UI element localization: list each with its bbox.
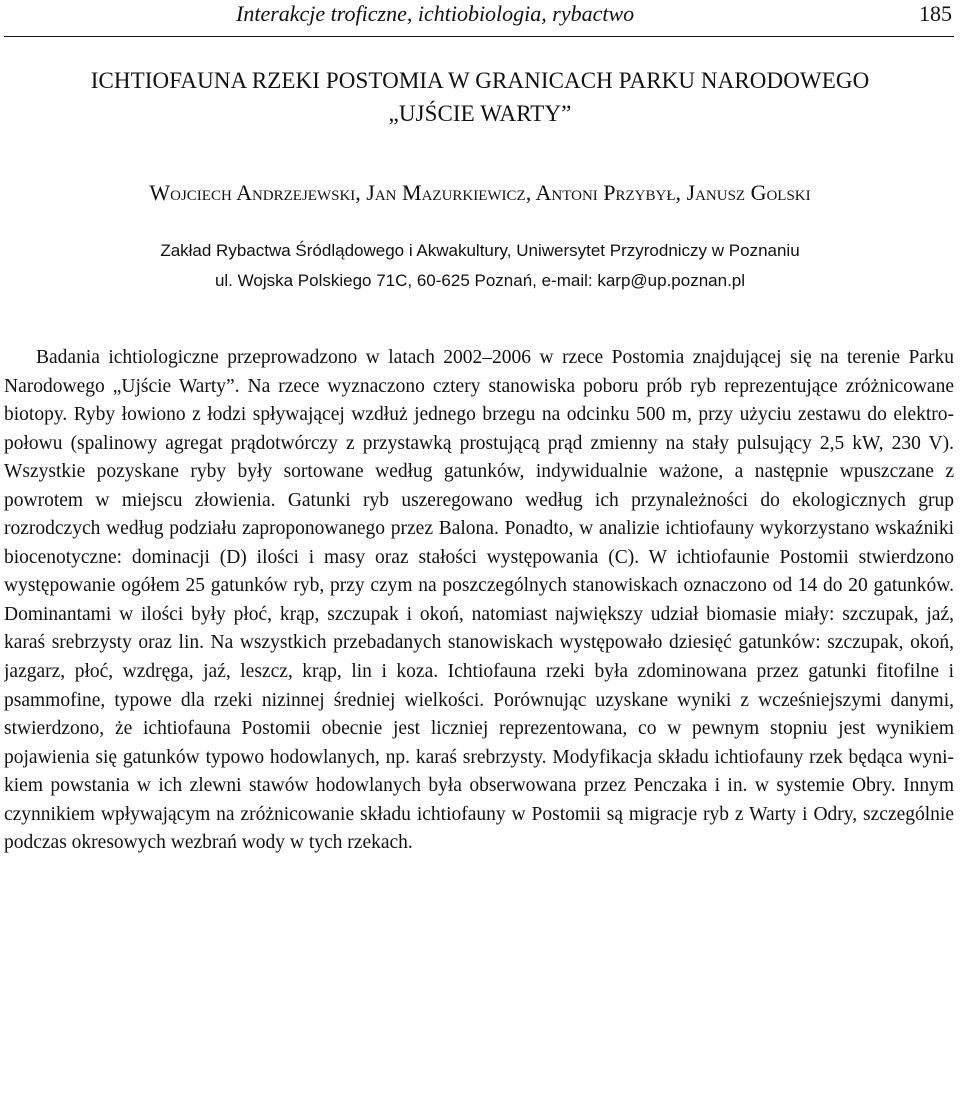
affiliation [0, 236, 960, 296]
running-head-section: Interakcje troficzne, ichtiobiologia, rybactwo [236, 1, 635, 26]
authors: Wojciech Andrzejewski, Jan Mazurkiewicz, Antoni Przybył, Janusz Golski [149, 180, 811, 205]
article-title [0, 64, 960, 130]
title-line-2: „UJŚCIE WARTY” [388, 101, 572, 126]
abstract-text: Badania ichtiologiczne przeprowadzono w latach 2002–2006 w rzece Postomia znajdującej się na terenie Parku Narodowego „Ujście Warty”. Na rzece wyznaczono cztery stanowiska poboru prób ryb reprezentujące zróżnicowane biotopy. Ryby łowiono z łodzi spływającej wzdłuż jednego brzegu na odcinku 500 m, przy użyciu zestawu do elektropołowu (spalinowy agregat prądotwórczy z przystawką prostującą prąd zmienny na stały pulsujący 2,5 kW, 230 V). Wszystkie pozyskane ryby były sortowane według gatunków, indywidualnie ważone, a następnie wpuszczane z powrotem w miejscu złowienia. Gatunki ryb uszeregowano według ich przynależności do ekologicznych grup rozrodczych według podziału zaproponowanego przez Balona. Ponadto, w analizie ichtiofauny wykorzystano wskaźniki biocenotyczne: dominacji (D) ilości i masy oraz stałości występowania (C). W ichtiofaunie Postomii stwierdzono występowanie ogółem 25 gatunków ryb, przy czym na poszczególnych stanowiskach oznaczono od 14 do 20 gatunków. Dominantami w ilości były płoć, krąp, szczupak i okoń, natomiast największy udział biomasie miały: szczupak, jaź, karaś srebrzysty oraz lin. Na wszystkich przebadanych stanowiskach występowało dziesięć gatunków: szczupak, okoń, jazgarz, płoć, wzdręga, jaź, leszcz, krąp, lin i koza. Ichtiofauna rzeki była zdominowana przez gatunki fitofilne i psammofine, typowe dla rzeki nizinnej średniej wielkości. Porównując uzyskane wyniki z wcześniejszymi danymi, stwierdzono, że ichtiofauna Postomii obecnie jest liczniej reprezentowana, co w pewnym stopniu jest wynikiem pojawienia się gatunków typowo hodowlanych, np. karaś srebrzysty. Modyfikacja składu ichtiofauny rzek będąca wynikiem powstania w ich zlewni stawów hodowlanych była obserwowana przez Penczaka i in. w systemie Obry. Innym czynnikiem wpływającym na zróżnicowanie składu ichtiofauny w Postomii są migracje ryb z Warty i Odry, szczególnie podczas okresowych wezbrań wody w tych rzekach. [4, 347, 954, 854]
affiliation-line-1: Zakład Rybactwa Śródlądowego i Akwakultury, Uniwersytet Przyrodniczy w Poznaniu [160, 241, 800, 260]
title-line-1: ICHTIOFAUNA RZEKI POSTOMIA W GRANICACH PARKU NARODOWEGO [90, 68, 870, 93]
page-number: 185 [919, 1, 952, 26]
affiliation-line-2: ul. Wojska Polskiego 71C, 60-625 Poznań, e-mail: karp@up.poznan.pl [214, 271, 746, 290]
running-head [4, 0, 954, 37]
